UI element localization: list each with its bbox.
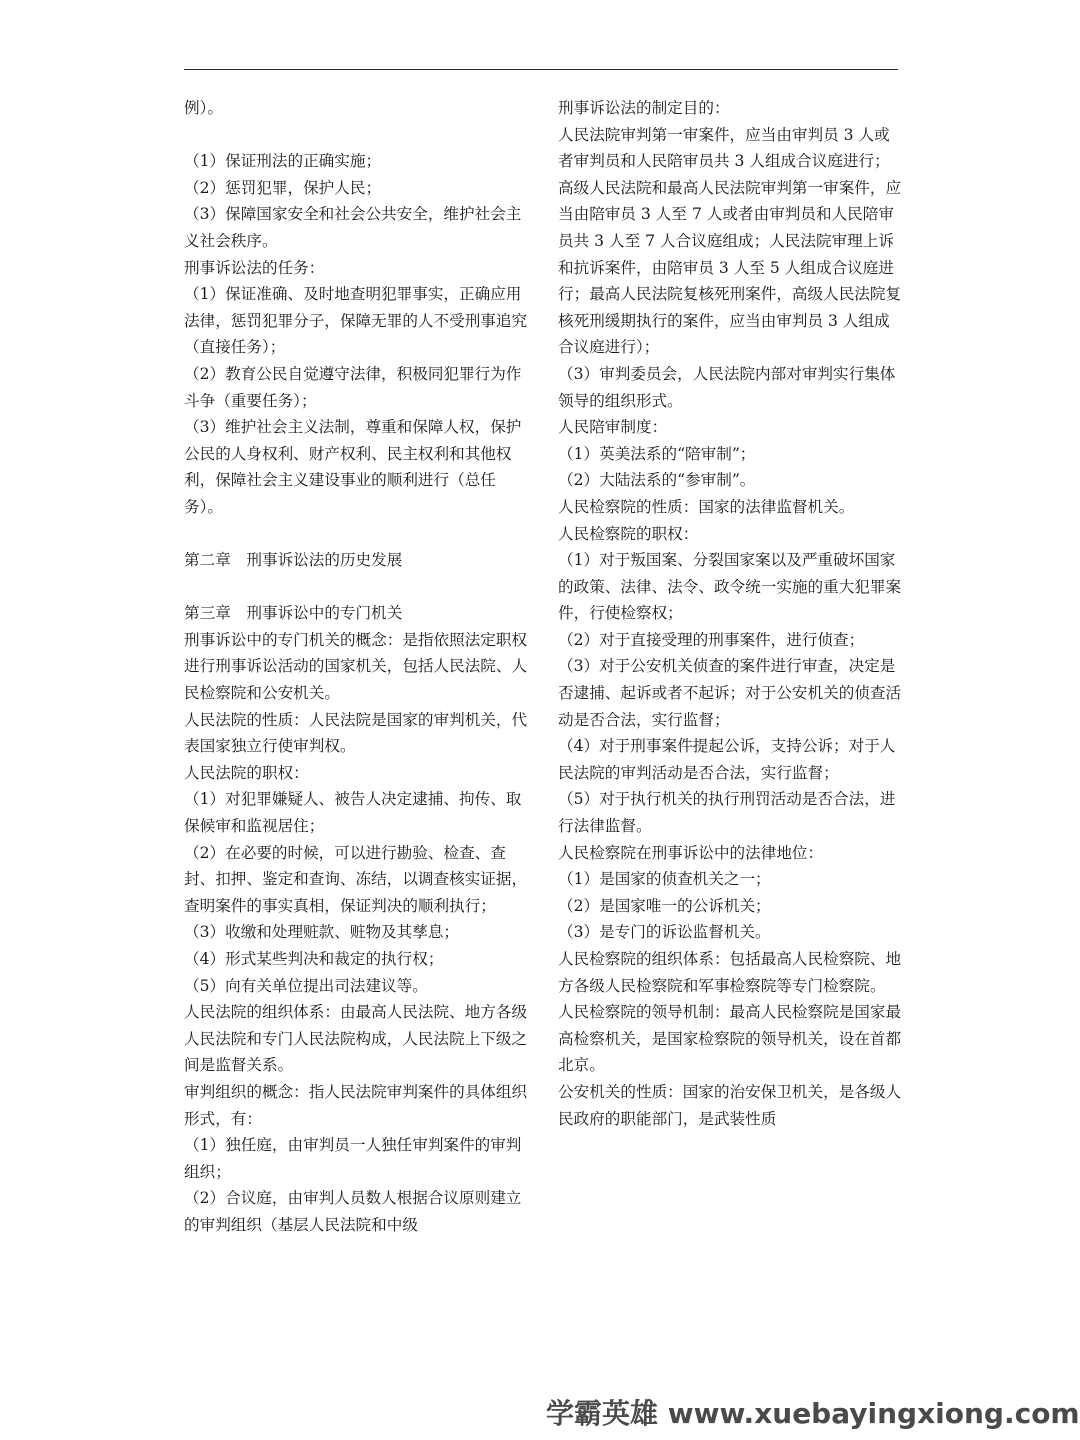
paragraph: 例）。 — [184, 99, 223, 117]
paragraph: （2）在必要的时候，可以进行勘验、检查、查封、扣押、鉴定和查询、冻结，以调查核实证据，查明案件的事实真相，保证判决的顺利执行； — [184, 843, 528, 915]
paragraph: （3）维护社会主义法制，尊重和保障人权，保护公民的人身权利、财产权利、民主权利和其他权利，保障社会主义建设事业的顺利进行（总任务）。 — [184, 418, 522, 516]
paragraph: （2）合议庭，由审判人员数人根据合议原则建立的审判组织（基层人民法院和中级 — [184, 1189, 522, 1234]
paragraph: 审判组织的概念：指人民法院审判案件的具体组织形式，有： — [184, 1082, 528, 1128]
paragraph: 人民检察院的领导机制：最高人民检察院是国家最高检察机关，是国家检察院的领导机关，设在首都北京。 — [558, 1003, 902, 1075]
paragraph: （1）保证刑法的正确实施； — [184, 152, 382, 171]
paragraph: （2）对于直接受理的刑事案件，进行侦查； — [558, 630, 865, 649]
paragraph: 人民法院的职权： — [184, 763, 309, 782]
paragraph: 人民陪审制度： — [558, 418, 668, 437]
header-rule — [184, 69, 898, 70]
watermark: 学霸英雄 www.xuebayingxiong.com — [546, 1397, 1080, 1430]
paragraph: （2）惩罚犯罪，保护人民； — [184, 178, 382, 197]
paragraph: （1）保证准确、及时地查明犯罪事实，正确应用法律，惩罚犯罪分子，保障无罪的人不受刑事追究（直接任务）； — [184, 285, 528, 357]
paragraph-gap — [184, 521, 529, 548]
paragraph: 第三章 刑事诉讼中的专门机关 — [184, 604, 403, 623]
paragraph: （3）收缴和处理赃款、赃物及其孳息； — [184, 923, 460, 942]
paragraph: 刑事诉讼法的任务： — [184, 258, 325, 277]
paragraph: （4）形式某些判决和裁定的执行权； — [184, 950, 444, 968]
paragraph: （1）对于叛国案、分裂国家案以及严重破坏国家的政策、法律、法令、政令统一实施的重大犯罪案件，行使检察权； — [558, 551, 902, 623]
paragraph: （1）对犯罪嫌疑人、被告人决定逮捕、拘传、取保候审和监视居住； — [184, 790, 522, 836]
paragraph: 人民检察院在刑事诉讼中的法律地位： — [558, 843, 824, 862]
paragraph: （4）对于刑事案件提起公诉，支持公诉；对于人民法院的审判活动是否合法，实行监督； — [558, 737, 896, 782]
paragraph: 刑事诉讼法的制定目的： — [558, 99, 730, 117]
paragraph: （1）独任庭，由审判员一人独任审判案件的审判组织； — [184, 1136, 522, 1181]
paragraph: （3）是专门的诉讼监督机关。 — [558, 923, 771, 942]
paragraph: 人民法院的性质：人民法院是国家的审判机关，代表国家独立行使审判权。 — [184, 710, 528, 756]
paragraph: 人民法院审判第一审案件，应当由审判员 3 人或者审判员和人民陪审员共 3 人组成合议庭进行；高级人民法院和最高人民法院审判第一审案件，应当由陪审员 3 人至 7 人或者由审判员和人民陪审员共 3 人至 7 人合议庭组成；人民法院审理上诉和抗诉案件，由陪审员 3 人至 5 人组成合议庭进行；最高人民法院复核死刑案件，高级人民法院复核死刑缓期执行的案件，应当由审判员 3 人组成合议庭进行）； — [558, 125, 902, 357]
paragraph: （1）是国家的侦查机关之一； — [558, 870, 771, 889]
paragraph: 人民检察院的性质：国家的法律监督机关。 — [558, 497, 855, 516]
paragraph: （3）对于公安机关侦查的案件进行审查，决定是否逮捕、起诉或者不起诉；对于公安机关的侦查活动是否合法，实行监督； — [558, 657, 902, 729]
paragraph: （3）审判委员会，人民法院内部对审判实行集体领导的组织形式。 — [558, 364, 896, 410]
paragraph: （1）英美法系的“陪审制”； — [558, 444, 756, 463]
paragraph: 人民法院的组织体系：由最高人民法院、地方各级人民法院和专门人民法院构成，人民法院上下级之间是监督关系。 — [184, 1003, 528, 1075]
paragraph: （2）教育公民自觉遵守法律，积极同犯罪行为作斗争（重要任务）； — [184, 364, 522, 410]
paragraph: （2）是国家唯一的公诉机关； — [558, 896, 771, 915]
paragraph: （5）向有关单位提出司法建议等。 — [184, 976, 428, 995]
left-column — [184, 95, 529, 1239]
paragraph-gap — [184, 122, 529, 149]
paragraph-gap — [184, 574, 529, 601]
right-column — [558, 95, 903, 1132]
paragraph: （3）保障国家安全和社会公共安全，维护社会主义社会秩序。 — [184, 205, 522, 250]
paragraph: （2）大陆法系的“参审制”。 — [558, 471, 756, 490]
paragraph: 第二章 刑事诉讼法的历史发展 — [184, 551, 403, 570]
paragraph: （5）对于执行机关的执行刑罚活动是否合法，进行法律监督。 — [558, 790, 896, 836]
paragraph: 刑事诉讼中的专门机关的概念：是指依照法定职权进行刑事诉讼活动的国家机关，包括人民法院、人民检察院和公安机关。 — [184, 630, 528, 703]
paragraph: 公安机关的性质：国家的治安保卫机关，是各级人民政府的职能部门，是武装性质 — [558, 1082, 902, 1128]
paragraph: 人民检察院的组织体系：包括最高人民检察院、地方各级人民检察院和军事检察院等专门检察院。 — [558, 950, 902, 995]
paragraph: 人民检察院的职权： — [558, 524, 699, 543]
